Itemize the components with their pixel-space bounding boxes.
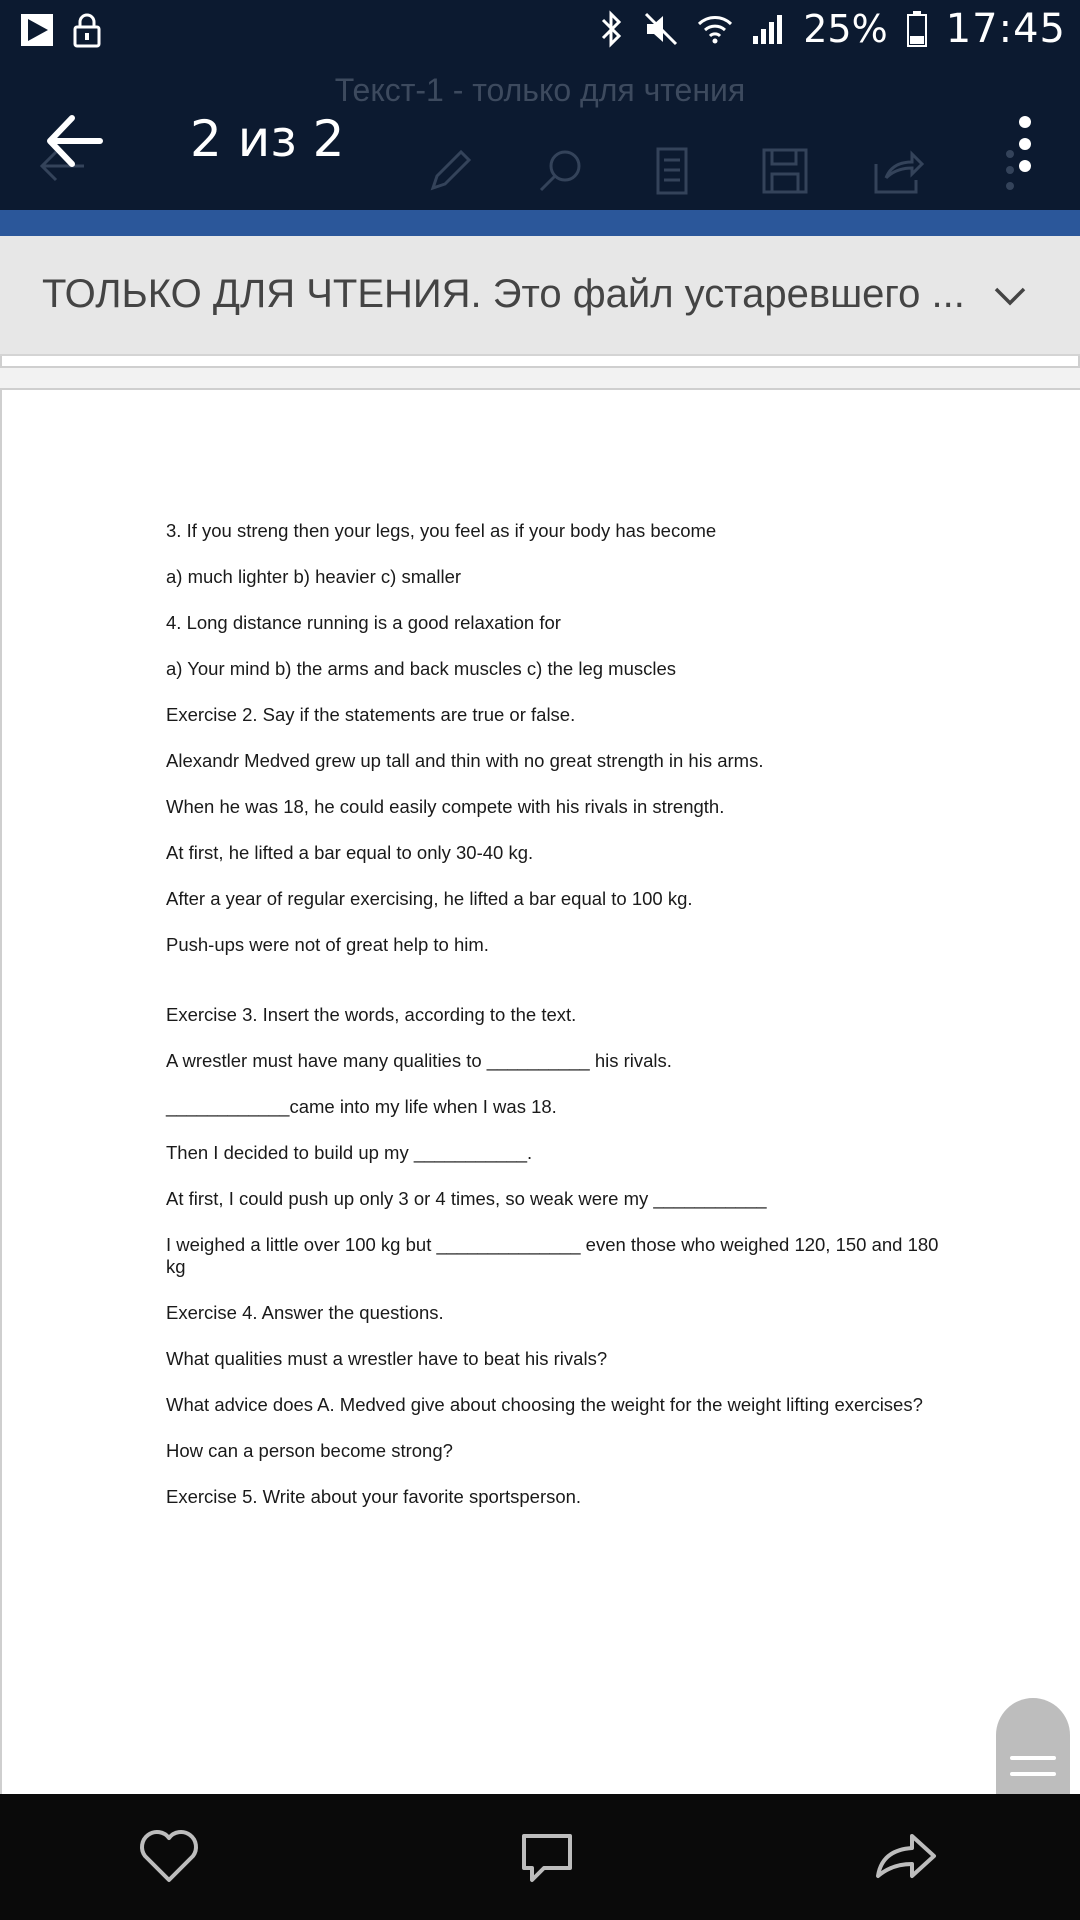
paragraph: At first, he lifted a bar equal to only 30-40 kg. bbox=[166, 842, 534, 863]
paragraph: Exercise 4. Answer the questions. bbox=[166, 1302, 444, 1323]
accent-strip bbox=[0, 210, 1080, 236]
heart-icon[interactable] bbox=[136, 1824, 202, 1890]
banner-text: ТОЛЬКО ДЛЯ ЧТЕНИЯ. Это файл устаревшего ... bbox=[42, 272, 965, 316]
paragraph: What advice does A. Medved give about choosing the weight for the weight lifting exercises? bbox=[166, 1394, 923, 1415]
previous-page-edge bbox=[0, 356, 1080, 368]
paragraph: Exercise 3. Insert the words, according to the text. bbox=[166, 1004, 577, 1025]
paragraph: A wrestler must have many qualities to __________ his rivals. bbox=[166, 1050, 672, 1071]
paragraph: Alexandr Medved grew up tall and thin with no great strength in his arms. bbox=[166, 750, 764, 771]
document-page bbox=[0, 388, 1080, 1794]
paragraph: 4. Long distance running is a good relaxation for bbox=[166, 612, 561, 633]
paragraph: Exercise 5. Write about your favorite sportsperson. bbox=[166, 1486, 582, 1507]
signal-icon bbox=[751, 12, 785, 46]
paragraph: Then I decided to build up my ___________. bbox=[166, 1142, 533, 1163]
clock: 17:45 bbox=[945, 6, 1066, 52]
paragraph: ____________came into my life when I was 18. bbox=[166, 1096, 557, 1117]
chevron-down-icon[interactable] bbox=[990, 276, 1030, 316]
mute-icon bbox=[643, 11, 679, 47]
lock-icon bbox=[72, 12, 102, 48]
document-title: Текст-1 - только для чтения bbox=[334, 72, 746, 108]
paragraph: At first, I could push up only 3 or 4 times, so weak were my ___________ bbox=[166, 1188, 767, 1209]
kebab-menu-icon[interactable] bbox=[1010, 114, 1040, 174]
play-store-icon bbox=[20, 13, 54, 47]
paragraph: a) Your mind b) the arms and back muscles c) the leg muscles bbox=[166, 658, 677, 679]
paragraph: What qualities must a wrestler have to beat his rivals? bbox=[166, 1348, 608, 1369]
paragraph: Exercise 2. Say if the statements are true or false. bbox=[166, 704, 576, 725]
paragraph: When he was 18, he could easily compete with his rivals in strength. bbox=[166, 796, 725, 817]
image-viewer-header bbox=[0, 64, 1080, 210]
bluetooth-icon bbox=[599, 10, 625, 48]
paragraph: 3. If you streng then your legs, you feel as if your body has become bbox=[166, 520, 717, 541]
paragraph: How can a person become strong? bbox=[166, 1440, 453, 1461]
grip-line bbox=[1010, 1772, 1056, 1776]
battery-percent: 25% bbox=[803, 7, 888, 51]
battery-icon bbox=[906, 10, 928, 48]
document-body bbox=[166, 520, 946, 1532]
status-bar bbox=[0, 0, 1080, 64]
page-gap bbox=[0, 368, 1080, 388]
paragraph: Push-ups were not of great help to him. bbox=[166, 934, 489, 955]
grip-line bbox=[1010, 1756, 1056, 1760]
page-counter: 2 из 2 bbox=[190, 110, 345, 168]
paragraph: After a year of regular exercising, he lifted a bar equal to 100 kg. bbox=[166, 888, 693, 909]
wifi-icon bbox=[697, 13, 733, 45]
paragraph: a) much lighter b) heavier c) smaller bbox=[166, 566, 462, 587]
back-arrow-icon[interactable] bbox=[40, 106, 110, 176]
comment-icon[interactable] bbox=[514, 1824, 580, 1890]
share-icon[interactable] bbox=[872, 1824, 938, 1890]
read-only-banner[interactable] bbox=[0, 236, 1080, 356]
bottom-action-bar bbox=[0, 1794, 1080, 1920]
paragraph: I weighed a little over 100 kg but ______________ even those who weighed 120, 150 and 180 kg bbox=[166, 1234, 939, 1277]
